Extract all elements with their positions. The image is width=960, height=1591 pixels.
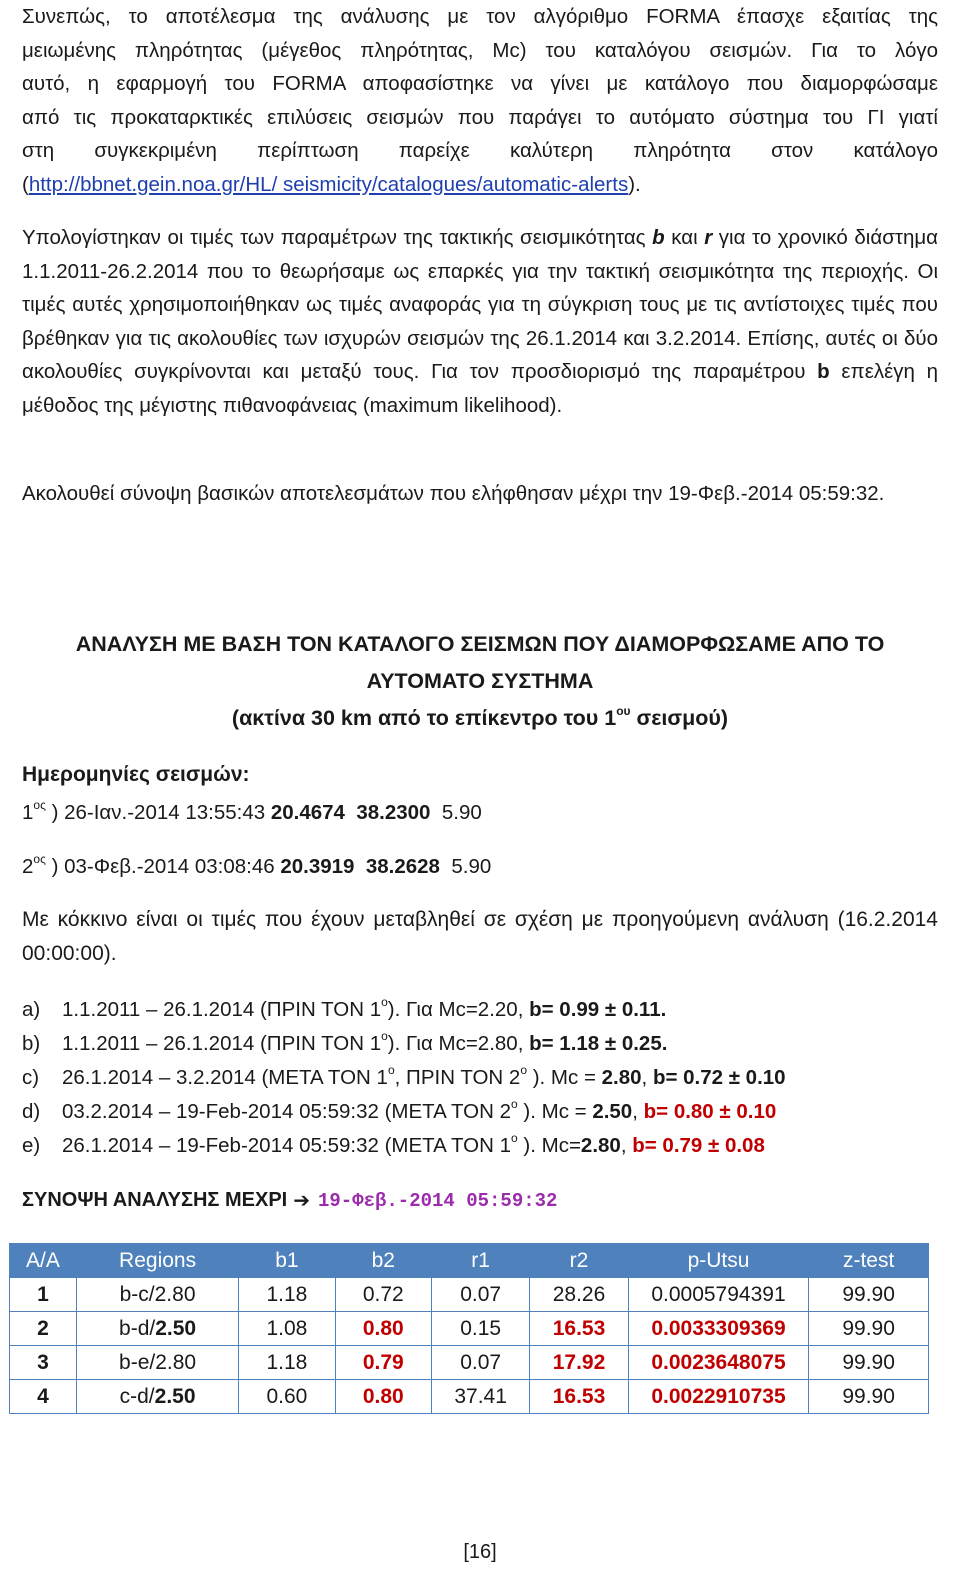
- header-aa: A/A: [10, 1244, 77, 1278]
- catalogue-link[interactable]: http://bbnet.gein.noa.gr/HL/ seismicity/catalogues/automatic-alerts: [28, 172, 629, 196]
- header-z-test: z-test: [809, 1244, 929, 1278]
- para1-line2: μειωμένης πληρότητας (μέγεθος πληρότητας, Mc) του καταλόγου σεισμών. Για το λόγο: [22, 38, 938, 62]
- table-row: 4 c-d/2.50 0.60 0.80 37.41 16.53 0.0022910735 99.90: [10, 1380, 929, 1414]
- header-p-utsu: p-Utsu: [628, 1244, 809, 1278]
- summary-label: ΣΥΝΟΨΗ ΑΝΑΛΥΣΗΣ ΜΕΧΡΙ: [22, 1189, 288, 1211]
- period-list: [22, 993, 938, 1163]
- paragraph-summary-intro: Ακολουθεί σύνοψη βασικών αποτελεσμάτων που ελήφθησαν μέχρι την 19-Φεβ.-2014 05:59:32.: [22, 482, 885, 505]
- header-b1: b1: [239, 1244, 335, 1278]
- earthquake-dates-title: Ημερομηνίες σεισμών:: [22, 763, 250, 786]
- earthquake-2: $2^{o\varsigma}$ ) 03-Φεβ.-2014 03:08:46 20.3919 38.2628 5.90: [22, 852, 492, 878]
- earthquake-1: $1^{o\varsigma}$ ) 26-Ιαν.-2014 13:55:43 20.4674 38.2300 5.90: [22, 798, 482, 824]
- arrow-right-icon: ➔: [293, 1190, 310, 1212]
- heading-line3: (ακτίνα 30 km από το επίκεντρο του $1^{o\upsilon}$ σεισμού): [231, 703, 729, 730]
- list-item: b) 1.1.2011 – 26.1.2014 (ΠΡΙΝ ΤΟΝ $1^o$). Για Mc=2.80, b= 1.18 ± 0.25.: [22, 1029, 668, 1055]
- red-values-note: Με κόκκινο είναι οι τιμές που έχουν μεταβληθεί σε σχέση με προηγούμενη ανάλυση (16.2.2014 00:00:00).: [22, 908, 938, 965]
- table-row: 2 b-d/2.50 1.08 0.80 0.15 16.53 0.0033309369 99.90: [10, 1312, 929, 1346]
- analysis-heading: [22, 626, 938, 737]
- table-row: 1 b-c/2.80 1.18 0.72 0.07 28.26 0.0005794391 99.90: [10, 1278, 929, 1312]
- page-number: [16]: [463, 1541, 497, 1563]
- header-r1: r1: [431, 1244, 529, 1278]
- earthquake-dates: [22, 763, 938, 879]
- heading-line2: ΑΥΤΟΜΑΤΟ ΣΥΣΤΗΜΑ: [366, 669, 594, 693]
- header-b2: b2: [335, 1244, 431, 1278]
- para1-line3: αυτό, η εφαρμογή του FORMA αποφασίστηκε να γίνει με κατάλογο που διαμορφώσαμε: [22, 72, 938, 95]
- para1-line1: Συνεπώς, το αποτέλεσμα της ανάλυσης με τον αλγόριθμο FORMA έπασχε εξαιτίας της: [22, 5, 938, 28]
- summary-line: [22, 1188, 938, 1213]
- table-header-row: [10, 1244, 929, 1278]
- list-item: e) 26.1.2014 – 19-Feb-2014 05:59:32 (ΜΕΤΑ ΤΟΝ $1^o$ ). Mc=2.80, b= 0.79 ± 0.08: [22, 1131, 765, 1157]
- header-r2: r2: [530, 1244, 628, 1278]
- header-regions: Regions: [76, 1244, 238, 1278]
- results-table: [9, 1243, 929, 1414]
- paragraph-parameters: Υπολογίστηκαν οι τιμές των παραμέτρων της τακτικής σεισμικότητας b και r για το χρονικό διάστημα 1.1.2011-26.2.2014 που το θεωρήσαμε ως επαρκές για την τακτική σεισμικότητα της περιοχής. Οι τιμές αυτές χρησιμοποιήθηκαν ως τιμές αναφοράς για τη σύγκριση τους με τις αντίστοιχες τιμές που βρέθηκαν για τις ακολουθίες των ισχυρών σεισμών της 26.1.2014 και 3.2.2014. Επίσης, αυτές οι δύο ακολουθίες συγκρίνονται και μεταξύ τους. Για τον προσδιορισμό της παραμέτρου b επελέγη η μέθοδος της μέγιστης πιθανοφάνειας (maximum likelihood).: [22, 226, 939, 417]
- para1-line6: (http://bbnet.gein.noa.gr/HL/ seismicity/catalogues/automatic-alerts).: [22, 172, 641, 196]
- paragraph-forma: [22, 0, 938, 201]
- list-item: a) 1.1.2011 – 26.1.2014 (ΠΡΙΝ ΤΟΝ $1^o$). Για Mc=2.20, b= 0.99 ± 0.11.: [22, 995, 667, 1021]
- table-row: 3 b-e/2.80 1.18 0.79 0.07 17.92 0.0023648075 99.90: [10, 1346, 929, 1380]
- list-item: c) 26.1.2014 – 3.2.2014 (ΜΕΤΑ ΤΟΝ $1^o$, ΠΡΙΝ ΤΟΝ $2^o$ ). Mc = 2.80, b= 0.72 ± 0.10: [22, 1063, 786, 1089]
- heading-line1: ΑΝΑΛΥΣΗ ΜΕ ΒΑΣΗ ΤΟΝ ΚΑΤΑΛΟΓΟ ΣΕΙΣΜΩΝ ΠΟΥ ΔΙΑΜΟΡΦΩΣΑΜΕ ΑΠΟ ΤΟ: [75, 632, 885, 656]
- para1-line5: στη συγκεκριμένη περίπτωση παρείχε καλύτερη πληρότητα στον κατάλογο: [22, 139, 938, 162]
- list-item: d) 03.2.2014 – 19-Feb-2014 05:59:32 (ΜΕΤΑ ΤΟΝ $2^o$ ). Mc = 2.50, b= 0.80 ± 0.10: [22, 1097, 777, 1123]
- para1-line4: από τις προκαταρκτικές επιλύσεις σεισμών που παράγει το αυτόματο σύστημα του ΓΙ γιατί: [22, 105, 938, 129]
- summary-date: 19-Φεβ.-2014 05:59:32: [317, 1189, 558, 1212]
